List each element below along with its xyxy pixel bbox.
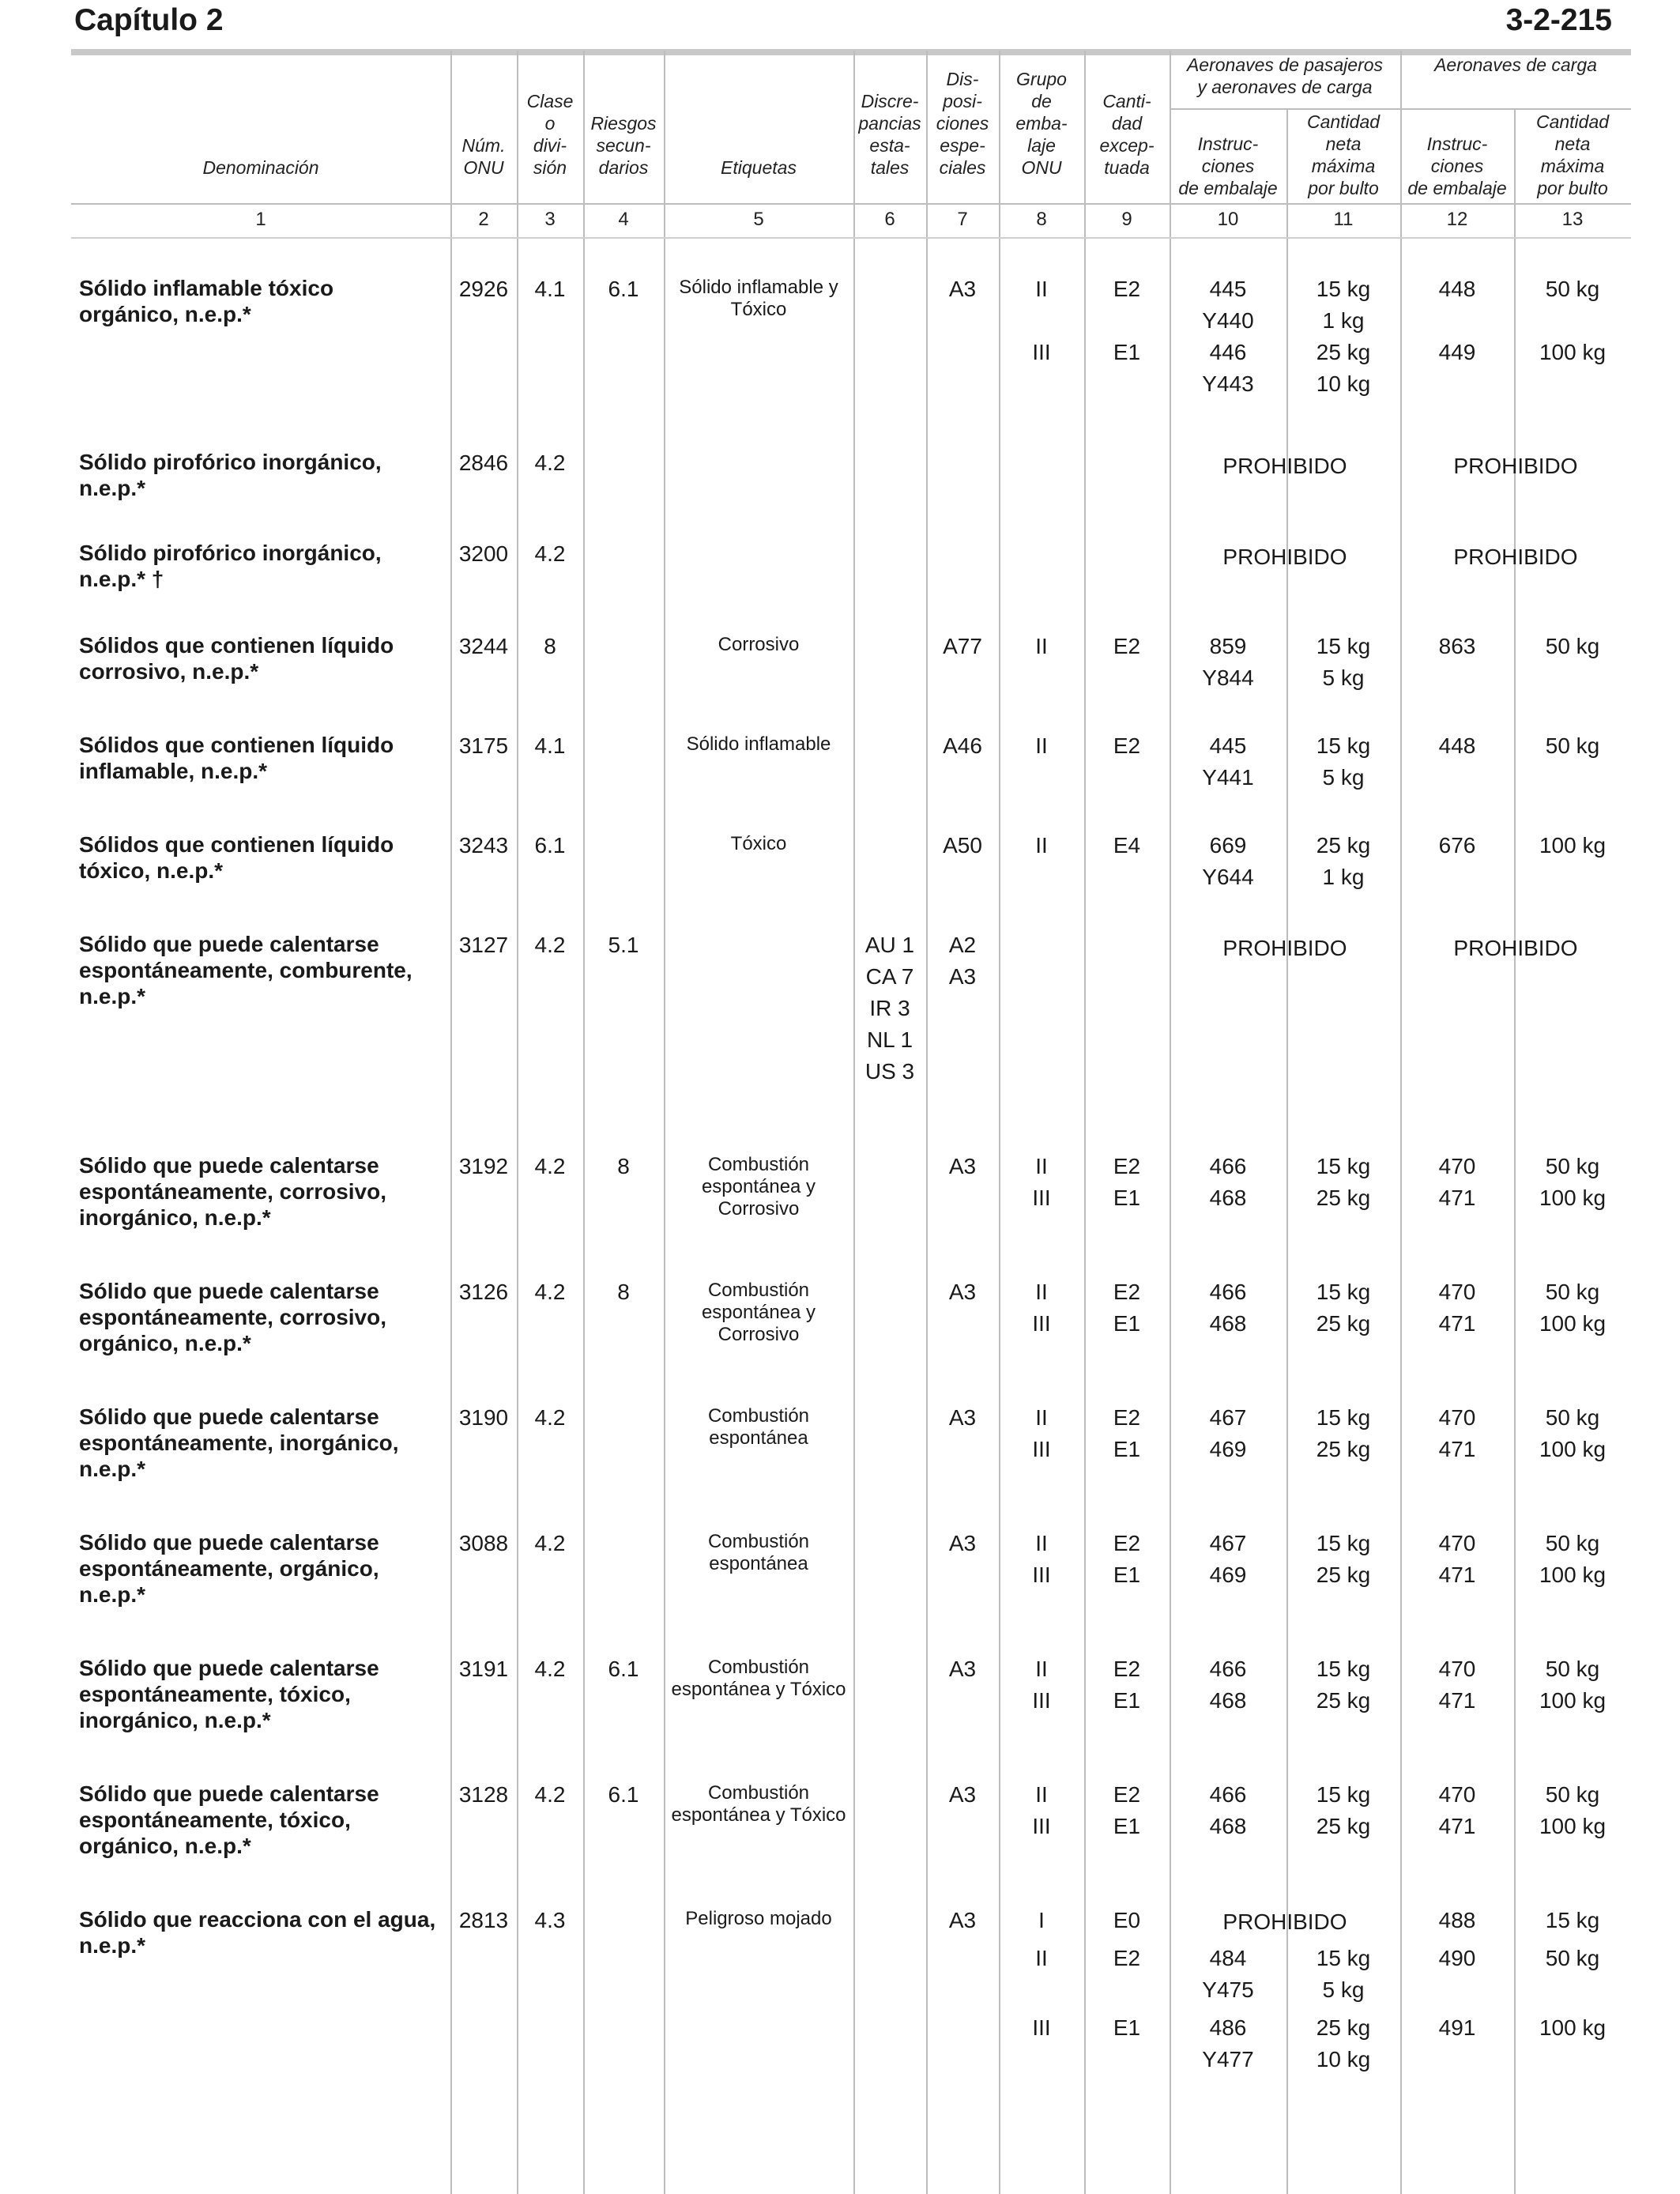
row-cargo-instruccion: 471 xyxy=(1438,1311,1476,1336)
row-prohibited-pax: PROHIBIDO xyxy=(1222,936,1347,960)
row-un-number: 3190 xyxy=(458,1405,509,1430)
column-separator xyxy=(999,51,1000,2194)
row-cantidad-exceptuada: E2 xyxy=(1113,1782,1141,1807)
row-clase: 4.2 xyxy=(534,1782,566,1807)
header-cantidad-exceptuada: Canti- dad excep- tuada xyxy=(1099,91,1155,178)
row-denominacion: Sólido pirofórico inorgánico, n.e.p.* † xyxy=(79,541,382,591)
row-cantidad-exceptuada: E2 xyxy=(1113,277,1141,301)
column-number: 12 xyxy=(1446,209,1468,230)
row-grupo-embalaje: III xyxy=(1032,2015,1051,2040)
column-separator xyxy=(853,51,855,2194)
header-bottom-rule xyxy=(71,203,1631,205)
row-disposiciones: A2 A3 xyxy=(948,933,977,989)
row-pax-cantidad: 25 kg xyxy=(1316,1311,1371,1336)
row-disposiciones: A3 xyxy=(948,1531,977,1555)
column-number: 2 xyxy=(478,209,489,230)
row-etiqueta: Sólido inflamable y Tóxico xyxy=(679,277,838,320)
row-cargo-cantidad: 50 kg xyxy=(1545,1531,1600,1555)
row-pax-instruccion: 469 xyxy=(1209,1563,1247,1587)
row-un-number: 3243 xyxy=(458,833,509,858)
row-clase: 4.2 xyxy=(534,1531,566,1555)
row-denominacion: Sólido pirofórico inorgánico, n.e.p.* xyxy=(79,450,382,500)
row-pax-instruccion: 467 xyxy=(1209,1405,1247,1430)
row-grupo-embalaje: II xyxy=(1035,1280,1048,1304)
row-cargo-cantidad: 100 kg xyxy=(1539,1688,1607,1713)
row-disposiciones: A3 xyxy=(948,277,977,301)
row-pax-cantidad: 25 kg xyxy=(1316,1437,1371,1461)
row-cantidad-exceptuada: E4 xyxy=(1113,833,1141,858)
row-cantidad-exceptuada: E1 xyxy=(1113,1186,1141,1210)
column-separator xyxy=(583,51,585,2194)
row-pax-cantidad: 15 kg xyxy=(1316,1657,1371,1681)
row-cargo-cantidad: 50 kg xyxy=(1545,634,1600,658)
row-cargo-cantidad: 100 kg xyxy=(1539,340,1607,364)
number-row-rule xyxy=(71,237,1631,239)
row-etiqueta: Tóxico xyxy=(730,833,787,854)
row-disposiciones: A3 xyxy=(948,1154,977,1178)
row-cargo-instruccion: 470 xyxy=(1438,1280,1476,1304)
row-grupo-embalaje: II xyxy=(1035,1154,1048,1178)
row-cantidad-exceptuada: E1 xyxy=(1113,1814,1141,1838)
row-cargo-instruccion: 470 xyxy=(1438,1782,1476,1807)
row-un-number: 3191 xyxy=(458,1657,509,1681)
column-number: 8 xyxy=(1036,209,1047,230)
row-denominacion: Sólido que puede calentarse espontáneamente, tóxico, inorgánico, n.e.p.* xyxy=(79,1656,379,1732)
row-cantidad-exceptuada: E2 xyxy=(1113,733,1141,758)
row-clase: 4.2 xyxy=(534,450,566,475)
row-cargo-instruccion: 470 xyxy=(1438,1531,1476,1555)
row-pax-instruccion: 469 xyxy=(1209,1437,1247,1461)
row-cargo-cantidad: 100 kg xyxy=(1539,1563,1607,1587)
row-cargo-instruccion: 471 xyxy=(1438,1437,1476,1461)
column-number: 6 xyxy=(884,209,895,230)
row-clase: 4.2 xyxy=(534,1154,566,1178)
header-clase: Clase o divi- sión xyxy=(526,91,574,178)
chapter-title: Capítulo 2 xyxy=(74,3,224,37)
row-clase: 8 xyxy=(544,634,556,658)
row-denominacion: Sólido que puede calentarse espontáneamente, tóxico, orgánico, n.e.p.* xyxy=(79,1781,379,1858)
row-cantidad-exceptuada: E1 xyxy=(1113,1311,1141,1336)
row-cargo-cantidad: 50 kg xyxy=(1545,277,1600,301)
column-number: 1 xyxy=(255,209,266,230)
row-pax-cantidad: 25 kg 1 kg xyxy=(1316,833,1371,889)
header-disposiciones: Dis- posi- ciones espe- ciales xyxy=(936,69,989,178)
row-un-number: 3088 xyxy=(458,1531,509,1555)
row-denominacion: Sólido que puede calentarse espontáneamente, comburente, n.e.p.* xyxy=(79,932,412,1008)
row-pax-instruccion: 445 Y440 xyxy=(1202,277,1254,333)
row-disposiciones: A3 xyxy=(948,1657,977,1681)
row-cargo-instruccion: 448 xyxy=(1438,277,1476,301)
row-pax-cantidad: 25 kg 10 kg xyxy=(1316,340,1371,396)
row-cargo-cantidad: 50 kg xyxy=(1545,1657,1600,1681)
row-un-number: 3244 xyxy=(458,634,509,658)
row-grupo-embalaje: III xyxy=(1032,1311,1051,1336)
row-pax-instruccion: 484 Y475 xyxy=(1202,1946,1254,2002)
row-riesgo: 8 xyxy=(617,1154,630,1178)
header-cargo-instrucciones: Instruc- ciones de embalaje xyxy=(1407,134,1507,198)
row-etiqueta: Combustión espontánea y Corrosivo xyxy=(701,1154,816,1220)
column-separator xyxy=(664,51,665,2194)
row-cantidad-exceptuada: E2 xyxy=(1113,1531,1141,1555)
header-denominacion: Denominación xyxy=(202,157,319,178)
header-grupo: Grupo de emba- laje ONU xyxy=(1015,69,1068,178)
row-grupo-embalaje: II xyxy=(1035,1531,1048,1555)
row-pax-cantidad: 25 kg xyxy=(1316,1563,1371,1587)
row-disposiciones: A3 xyxy=(948,1782,977,1807)
row-cargo-instruccion: 470 xyxy=(1438,1154,1476,1178)
row-un-number: 3127 xyxy=(458,933,509,957)
column-number: 5 xyxy=(753,209,764,230)
row-riesgo: 6.1 xyxy=(608,277,639,301)
row-un-number: 3192 xyxy=(458,1154,509,1178)
row-cantidad-exceptuada: E2 xyxy=(1113,1280,1141,1304)
row-denominacion: Sólido que puede calentarse espontáneamente, corrosivo, inorgánico, n.e.p.* xyxy=(79,1153,387,1230)
row-etiqueta: Combustión espontánea y Corrosivo xyxy=(701,1280,816,1345)
row-pax-instruccion: 446 Y443 xyxy=(1202,340,1254,396)
row-un-number: 2926 xyxy=(458,277,509,301)
row-pax-instruccion: 466 xyxy=(1209,1657,1247,1681)
row-prohibited-cargo: PROHIBIDO xyxy=(1453,545,1578,569)
row-cargo-instruccion: 470 xyxy=(1438,1405,1476,1430)
row-riesgo: 5.1 xyxy=(608,933,639,957)
row-pax-instruccion: 445 Y441 xyxy=(1202,733,1254,790)
column-number: 7 xyxy=(957,209,968,230)
row-grupo-embalaje: III xyxy=(1032,1688,1051,1713)
header-num-onu: Núm. ONU xyxy=(461,135,506,178)
row-grupo-embalaje: III xyxy=(1032,1186,1051,1210)
header-carga-group: Aeronaves de carga xyxy=(1434,55,1597,75)
row-cargo-instruccion: 491 xyxy=(1438,2015,1476,2040)
group-header-rule xyxy=(1170,108,1631,110)
row-clase: 4.3 xyxy=(534,1908,566,1932)
row-disposiciones: A3 xyxy=(948,1908,977,1932)
row-cargo-cantidad: 100 kg xyxy=(1539,1437,1607,1461)
row-cargo-cantidad: 100 kg xyxy=(1539,1814,1607,1838)
header-pax-cantidad: Cantidad neta máxima por bulto xyxy=(1306,111,1381,198)
row-pax-instruccion: 468 xyxy=(1209,1814,1247,1838)
row-cargo-cantidad: 50 kg xyxy=(1545,1782,1600,1807)
row-prohibited-pax: PROHIBIDO xyxy=(1222,545,1347,569)
row-pax-instruccion: 466 xyxy=(1209,1154,1247,1178)
row-discrepancias: AU 1 CA 7 IR 3 NL 1 US 3 xyxy=(864,933,915,1084)
row-cantidad-exceptuada: E2 xyxy=(1113,1405,1141,1430)
row-cargo-cantidad: 100 kg xyxy=(1539,2015,1607,2040)
row-clase: 4.2 xyxy=(534,1405,566,1430)
row-pax-cantidad: 15 kg 5 kg xyxy=(1316,733,1371,790)
row-grupo-embalaje: III xyxy=(1032,1814,1051,1838)
row-cargo-cantidad: 15 kg xyxy=(1545,1908,1600,1932)
column-separator xyxy=(926,51,928,2194)
row-pax-instruccion: 467 xyxy=(1209,1531,1247,1555)
row-pax-instruccion: 468 xyxy=(1209,1186,1247,1210)
row-pax-cantidad: 15 kg xyxy=(1316,1405,1371,1430)
row-denominacion: Sólidos que contienen líquido tóxico, n.e.p.* xyxy=(79,832,394,883)
row-pax-instruccion: 859 Y844 xyxy=(1202,634,1254,690)
row-pax-cantidad: 15 kg 5 kg xyxy=(1316,634,1371,690)
row-etiqueta: Peligroso mojado xyxy=(685,1908,832,1929)
row-pax-instruccion: 466 xyxy=(1209,1782,1247,1807)
row-cargo-cantidad: 100 kg xyxy=(1539,833,1607,858)
row-etiqueta: Combustión espontánea xyxy=(707,1405,810,1449)
header-pasajeros-group: Aeronaves de pasajeros y aeronaves de carga xyxy=(1186,55,1384,97)
row-cantidad-exceptuada: E1 xyxy=(1113,2015,1141,2040)
row-pax-cantidad: 15 kg 1 kg xyxy=(1316,277,1371,333)
row-un-number: 3126 xyxy=(458,1280,509,1304)
header-etiquetas: Etiquetas xyxy=(721,157,797,178)
page-header xyxy=(74,0,1612,49)
row-pax-cantidad: 15 kg xyxy=(1316,1154,1371,1178)
row-cargo-instruccion: 471 xyxy=(1438,1563,1476,1587)
row-cargo-cantidad: 100 kg xyxy=(1539,1311,1607,1336)
row-etiqueta: Combustión espontánea y Tóxico xyxy=(671,1782,846,1826)
row-clase: 4.1 xyxy=(534,277,566,301)
row-clase: 4.2 xyxy=(534,541,566,566)
row-cantidad-exceptuada: E1 xyxy=(1113,1437,1141,1461)
row-denominacion: Sólidos que contienen líquido corrosivo, n.e.p.* xyxy=(79,633,394,684)
header-riesgos: Riesgos secun- darios xyxy=(590,113,657,178)
row-grupo-embalaje: I xyxy=(1038,1908,1045,1932)
row-grupo-embalaje: II xyxy=(1035,1946,1048,1970)
row-clase: 6.1 xyxy=(534,833,566,858)
row-cantidad-exceptuada: E1 xyxy=(1113,340,1141,364)
row-cargo-instruccion: 471 xyxy=(1438,1688,1476,1713)
row-cargo-cantidad: 50 kg xyxy=(1545,1405,1600,1430)
column-number: 3 xyxy=(544,209,556,230)
row-clase: 4.1 xyxy=(534,733,566,758)
row-grupo-embalaje: II xyxy=(1035,733,1048,758)
row-denominacion: Sólido que reacciona con el agua, n.e.p.* xyxy=(79,1907,436,1958)
row-disposiciones: A3 xyxy=(948,1280,977,1304)
row-cantidad-exceptuada: E0 xyxy=(1113,1908,1141,1932)
row-cargo-instruccion: 488 xyxy=(1438,1908,1476,1932)
row-etiqueta: Combustión espontánea y Tóxico xyxy=(671,1657,846,1700)
column-number: 13 xyxy=(1561,209,1584,230)
row-cargo-cantidad: 50 kg xyxy=(1545,1280,1600,1304)
row-pax-instruccion: 466 xyxy=(1209,1280,1247,1304)
column-number: 9 xyxy=(1121,209,1132,230)
row-pax-instruccion: 669 Y644 xyxy=(1202,833,1254,889)
row-un-number: 3128 xyxy=(458,1782,509,1807)
row-pax-instruccion: 468 xyxy=(1209,1311,1247,1336)
row-disposiciones: A77 xyxy=(943,634,982,658)
row-disposiciones: A46 xyxy=(943,733,982,758)
row-clase: 4.2 xyxy=(534,1280,566,1304)
row-etiqueta: Corrosivo xyxy=(718,634,800,655)
row-cargo-cantidad: 100 kg xyxy=(1539,1186,1607,1210)
row-prohibited-pax: PROHIBIDO xyxy=(1222,1909,1347,1934)
row-clase: 4.2 xyxy=(534,1657,566,1681)
row-grupo-embalaje: II xyxy=(1035,277,1048,301)
row-denominacion: Sólidos que contienen líquido inflamable, n.e.p.* xyxy=(79,733,394,783)
row-grupo-embalaje: II xyxy=(1035,833,1048,858)
row-riesgo: 6.1 xyxy=(608,1657,639,1681)
column-separator xyxy=(450,51,452,2194)
row-un-number: 2813 xyxy=(458,1908,509,1932)
row-denominacion: Sólido inflamable tóxico orgánico, n.e.p.* xyxy=(79,276,334,326)
row-cantidad-exceptuada: E2 xyxy=(1113,1154,1141,1178)
row-cargo-cantidad: 50 kg xyxy=(1545,1946,1600,1970)
row-cantidad-exceptuada: E2 xyxy=(1113,1657,1141,1681)
row-pax-cantidad: 15 kg xyxy=(1316,1280,1371,1304)
row-disposiciones: A50 xyxy=(943,833,982,858)
column-number: 4 xyxy=(618,209,629,230)
row-cargo-cantidad: 50 kg xyxy=(1545,1154,1600,1178)
row-cargo-instruccion: 471 xyxy=(1438,1186,1476,1210)
row-prohibited-pax: PROHIBIDO xyxy=(1222,454,1347,478)
header-discrepancias: Discre- pancias esta- tales xyxy=(858,91,921,178)
row-denominacion: Sólido que puede calentarse espontáneamente, corrosivo, orgánico, n.e.p.* xyxy=(79,1279,387,1355)
column-number: 10 xyxy=(1217,209,1239,230)
row-pax-cantidad: 15 kg xyxy=(1316,1782,1371,1807)
column-separator xyxy=(1400,51,1402,2194)
row-cargo-cantidad: 50 kg xyxy=(1545,733,1600,758)
row-disposiciones: A3 xyxy=(948,1405,977,1430)
row-cantidad-exceptuada: E1 xyxy=(1113,1688,1141,1713)
row-pax-cantidad: 15 kg xyxy=(1316,1531,1371,1555)
row-denominacion: Sólido que puede calentarse espontáneamente, inorgánico, n.e.p.* xyxy=(79,1404,399,1481)
column-separator xyxy=(1084,51,1086,2194)
row-denominacion: Sólido que puede calentarse espontáneamente, orgánico, n.e.p.* xyxy=(79,1530,379,1607)
row-prohibited-cargo: PROHIBIDO xyxy=(1453,936,1578,960)
column-separator xyxy=(517,51,518,2194)
row-cargo-instruccion: 471 xyxy=(1438,1814,1476,1838)
row-riesgo: 6.1 xyxy=(608,1782,639,1807)
row-cantidad-exceptuada: E2 xyxy=(1113,634,1141,658)
row-grupo-embalaje: III xyxy=(1032,1437,1051,1461)
row-un-number: 3200 xyxy=(458,541,509,566)
row-pax-cantidad: 25 kg 10 kg xyxy=(1316,2015,1371,2071)
column-number: 11 xyxy=(1333,209,1354,230)
row-grupo-embalaje: III xyxy=(1032,1563,1051,1587)
row-pax-instruccion: 468 xyxy=(1209,1688,1247,1713)
row-cargo-instruccion: 676 xyxy=(1438,833,1476,858)
row-cargo-instruccion: 470 xyxy=(1438,1657,1476,1681)
row-prohibited-cargo: PROHIBIDO xyxy=(1453,454,1578,478)
page-number: 3-2-215 xyxy=(1505,3,1612,37)
row-grupo-embalaje: II xyxy=(1035,634,1048,658)
row-grupo-embalaje: II xyxy=(1035,1405,1048,1430)
row-cantidad-exceptuada: E2 xyxy=(1113,1946,1141,1970)
row-pax-cantidad: 25 kg xyxy=(1316,1688,1371,1713)
row-grupo-embalaje: III xyxy=(1032,340,1051,364)
row-pax-cantidad: 15 kg 5 kg xyxy=(1316,1946,1371,2002)
row-grupo-embalaje: II xyxy=(1035,1657,1048,1681)
row-etiqueta: Combustión espontánea xyxy=(707,1531,810,1574)
row-cargo-instruccion: 448 xyxy=(1438,733,1476,758)
header-pax-instrucciones: Instruc- ciones de embalaje xyxy=(1178,134,1278,198)
row-pax-cantidad: 25 kg xyxy=(1316,1814,1371,1838)
row-riesgo: 8 xyxy=(617,1280,630,1304)
row-etiqueta: Sólido inflamable xyxy=(686,733,831,755)
row-grupo-embalaje: II xyxy=(1035,1782,1048,1807)
header-cargo-cantidad: Cantidad neta máxima por bulto xyxy=(1535,111,1610,198)
row-un-number: 2846 xyxy=(458,450,509,475)
row-clase: 4.2 xyxy=(534,933,566,957)
row-cargo-instruccion: 449 xyxy=(1438,340,1476,364)
row-cargo-instruccion: 863 xyxy=(1438,634,1476,658)
row-cantidad-exceptuada: E1 xyxy=(1113,1563,1141,1587)
row-un-number: 3175 xyxy=(458,733,509,758)
row-pax-cantidad: 25 kg xyxy=(1316,1186,1371,1210)
row-pax-instruccion: 486 Y477 xyxy=(1202,2015,1254,2071)
row-cargo-instruccion: 490 xyxy=(1438,1946,1476,1970)
